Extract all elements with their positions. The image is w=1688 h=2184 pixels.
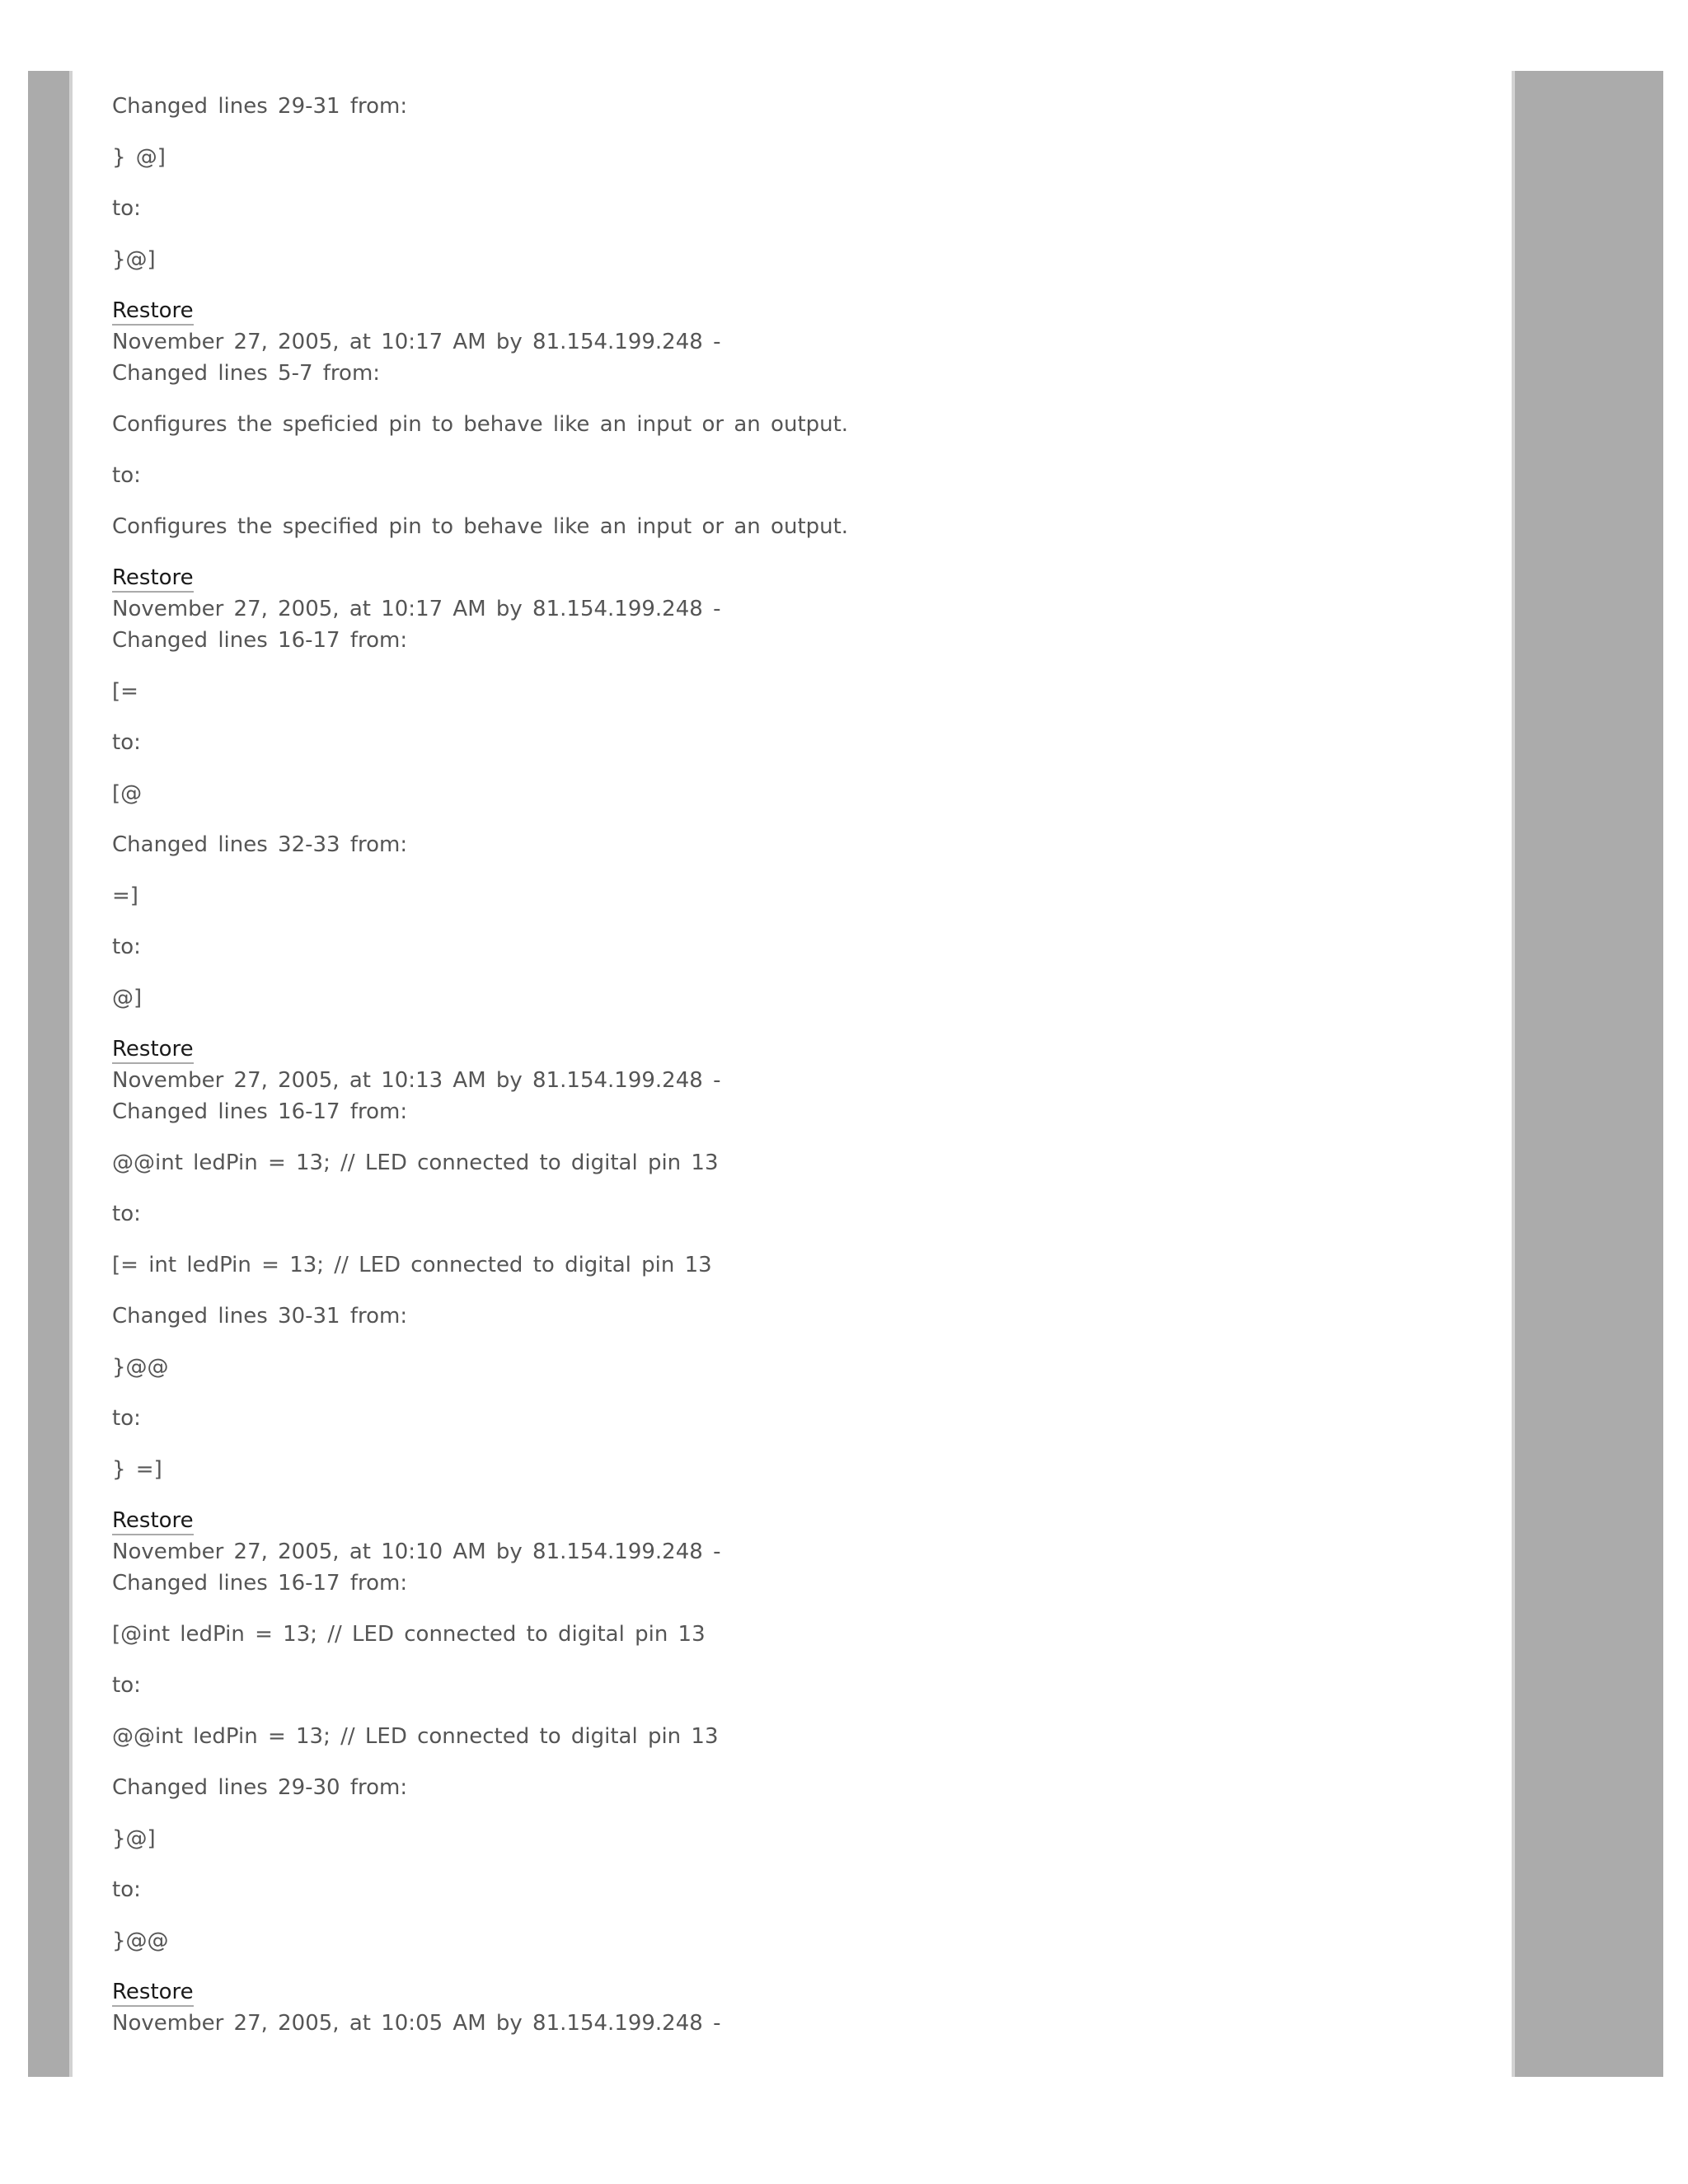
diff-separator: to: <box>112 1877 141 1902</box>
diff-text: Configures the speficied pin to behave like an input or an output. <box>112 412 849 437</box>
diff-text: }@] <box>112 1826 156 1851</box>
diff-separator: to: <box>112 463 141 488</box>
diff-separator: to: <box>112 1406 141 1431</box>
diff-text: }@@ <box>112 1929 169 1953</box>
diff-text: } @] <box>112 145 166 170</box>
revision-meta: November 27, 2005, at 10:05 AM by 81.154.199.248 - <box>112 2011 721 2036</box>
diff-separator: to: <box>112 1202 141 1226</box>
restore-link[interactable]: Restore <box>112 1507 194 1535</box>
diff-text: } =] <box>112 1457 162 1482</box>
revision-entry <box>112 562 1480 1014</box>
revision-entry <box>112 295 1480 542</box>
diff-text: }@@ <box>112 1355 169 1380</box>
revision-header <box>112 562 1480 656</box>
revision-meta: November 27, 2005, at 10:17 AM by 81.154.199.248 - <box>112 597 721 621</box>
change-line: Changed lines 29-30 from: <box>112 1775 408 1800</box>
revision-meta: November 27, 2005, at 10:10 AM by 81.154.199.248 - <box>112 1540 721 1564</box>
diff-text: @@int ledPin = 13; // LED connected to digital pin 13 <box>112 1724 719 1749</box>
revision-meta: November 27, 2005, at 10:17 AM by 81.154.199.248 - <box>112 330 721 354</box>
diff-text: [= int ledPin = 13; // LED connected to digital pin 13 <box>112 1253 712 1277</box>
change-line: Changed lines 5-7 from: <box>112 361 381 386</box>
diff-text: [= <box>112 679 138 704</box>
diff-text: =] <box>112 883 138 908</box>
revision-header <box>112 1033 1480 1127</box>
revision-header <box>112 1505 1480 1599</box>
revision-entry <box>112 1505 1480 1957</box>
change-line: Changed lines 16-17 from: <box>112 1571 408 1596</box>
change-line: Changed lines 16-17 from: <box>112 1099 408 1124</box>
diff-text: [@int ledPin = 13; // LED connected to digital pin 13 <box>112 1622 706 1647</box>
revision-history <box>112 91 1480 2059</box>
restore-link[interactable]: Restore <box>112 1036 194 1064</box>
revision-continuation <box>112 91 1480 275</box>
revision-meta: November 27, 2005, at 10:13 AM by 81.154.199.248 - <box>112 1068 721 1093</box>
diff-text: Configures the specified pin to behave like an input or an output. <box>112 514 849 539</box>
revision-entry <box>112 1976 1480 2039</box>
revision-header <box>112 295 1480 389</box>
change-line: Changed lines 32-33 from: <box>112 832 408 857</box>
diff-text: }@] <box>112 247 156 272</box>
right-margin-bar <box>1512 71 1663 2077</box>
revision-header <box>112 1976 1480 2039</box>
change-line: Changed lines 16-17 from: <box>112 628 408 653</box>
restore-link[interactable]: Restore <box>112 298 194 326</box>
revision-entry <box>112 1033 1480 1485</box>
diff-text: @] <box>112 986 143 1010</box>
restore-link[interactable]: Restore <box>112 1979 194 2007</box>
diff-separator: to: <box>112 1673 141 1698</box>
change-line: Changed lines 29-31 from: <box>112 94 408 119</box>
diff-separator: to: <box>112 196 141 221</box>
diff-text: [@ <box>112 781 143 806</box>
left-margin-bar <box>28 71 73 2077</box>
restore-link[interactable]: Restore <box>112 565 194 593</box>
diff-text: @@int ledPin = 13; // LED connected to digital pin 13 <box>112 1151 719 1175</box>
diff-separator: to: <box>112 730 141 755</box>
change-line: Changed lines 30-31 from: <box>112 1304 408 1329</box>
diff-separator: to: <box>112 935 141 959</box>
